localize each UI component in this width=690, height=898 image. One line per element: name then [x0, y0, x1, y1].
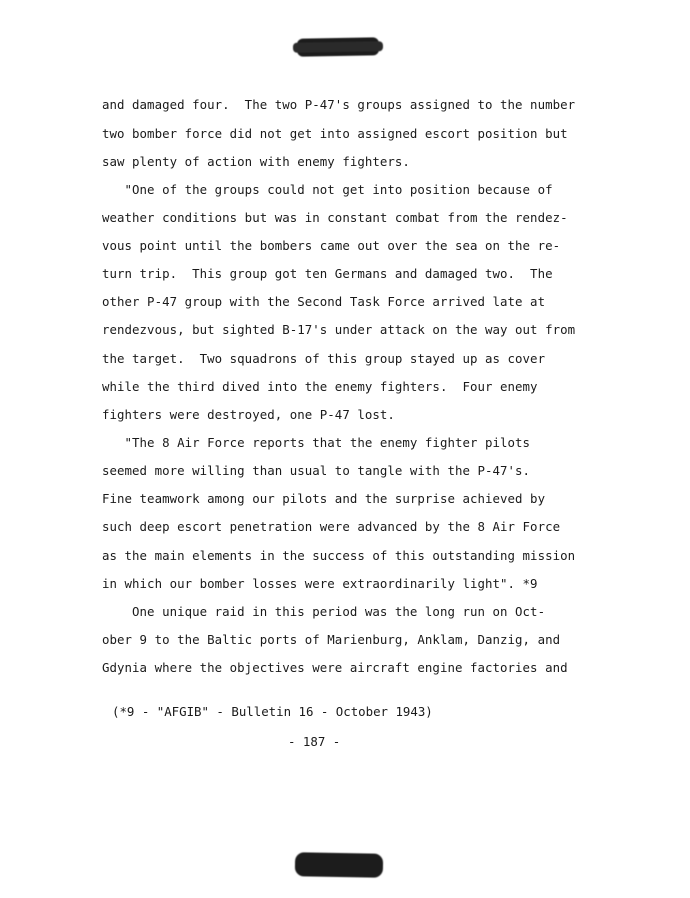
- text-line: as the main elements in the success of this outstanding mission: [102, 548, 576, 563]
- text-line: the target. Two squadrons of this group stayed up as cover: [102, 351, 546, 366]
- text-line: ober 9 to the Baltic ports of Marienburg, Anklam, Danzig, and: [102, 632, 561, 647]
- page-number: - 187 -: [288, 734, 341, 749]
- secret-stamp-top: [297, 37, 379, 56]
- text-line: "The 8 Air Force reports that the enemy fighter pilots: [102, 435, 531, 450]
- text-line: vous point until the bombers came out over the sea on the re-: [102, 238, 561, 253]
- text-line: saw plenty of action with enemy fighters.: [102, 154, 410, 169]
- text-line: fighters were destroyed, one P-47 lost.: [102, 407, 395, 422]
- text-line: One unique raid in this period was the long run on Oct-: [102, 604, 546, 619]
- text-line: and damaged four. The two P-47's groups assigned to the number: [102, 97, 576, 112]
- text-line: turn trip. This group got ten Germans and damaged two. The: [102, 266, 553, 281]
- text-line: seemed more willing than usual to tangle with the P-47's.: [102, 463, 531, 478]
- footnote: (*9 - "AFGIB" - Bulletin 16 - October 1943): [112, 704, 433, 719]
- text-line: Fine teamwork among our pilots and the surprise achieved by: [102, 491, 546, 506]
- text-line: rendezvous, but sighted B-17's under attack on the way out from: [102, 322, 576, 337]
- text-line: in which our bomber losses were extraordinarily light". *9: [102, 576, 538, 591]
- redaction-stamp-bottom: [295, 852, 383, 878]
- text-line: other P-47 group with the Second Task Force arrived late at: [102, 294, 546, 309]
- text-line: such deep escort penetration were advanced by the 8 Air Force: [102, 519, 561, 534]
- text-line: while the third dived into the enemy fighters. Four enemy: [102, 379, 538, 394]
- text-line: weather conditions but was in constant combat from the rendez-: [102, 210, 568, 225]
- text-line: Gdynia where the objectives were aircraft engine factories and: [102, 660, 568, 675]
- text-line: "One of the groups could not get into position because of: [102, 182, 553, 197]
- text-line: two bomber force did not get into assigned escort position but: [102, 126, 568, 141]
